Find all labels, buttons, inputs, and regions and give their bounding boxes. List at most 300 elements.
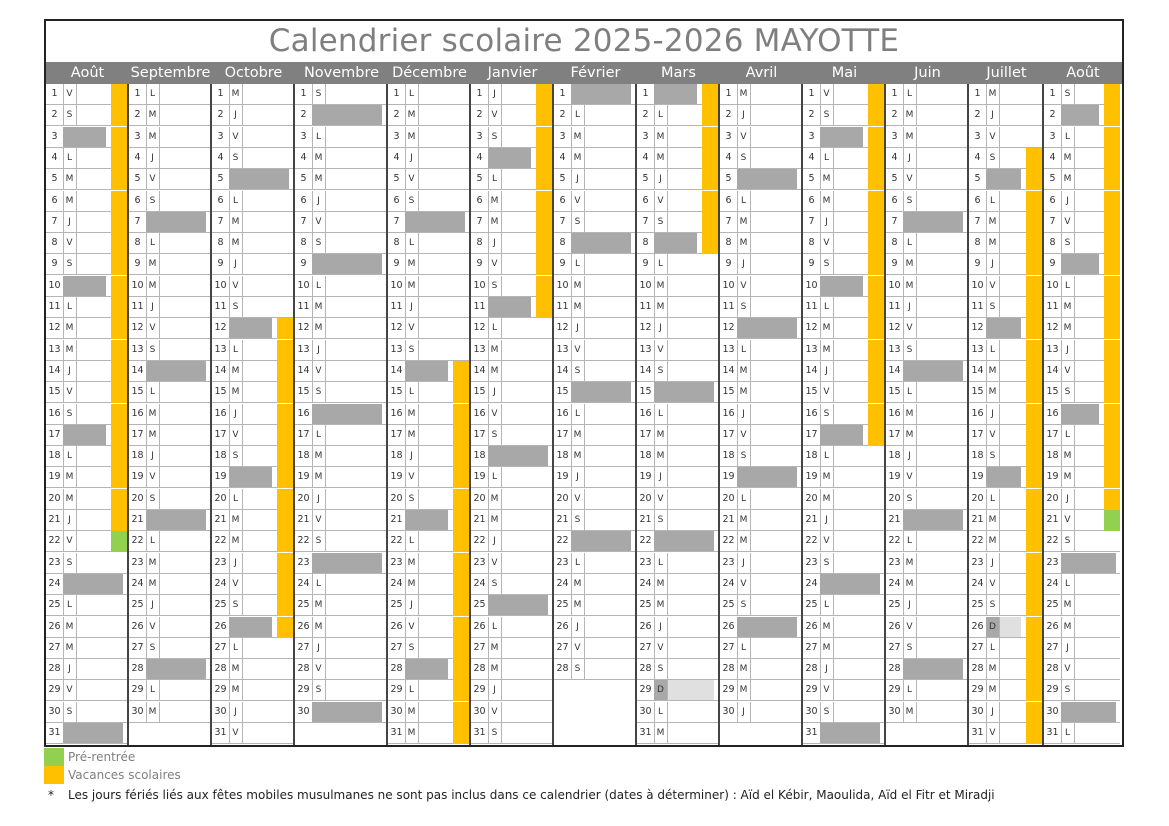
day-number: 17: [554, 425, 572, 445]
day-number: 27: [46, 638, 64, 658]
weekday-letter: M: [820, 467, 834, 487]
day-number: 12: [969, 318, 987, 338]
day-number: 4: [388, 148, 406, 168]
weekday-letter: S: [312, 680, 326, 700]
day-number: 7: [1044, 212, 1062, 232]
weekday-letter: V: [903, 318, 917, 338]
weekday-letter: M: [405, 553, 419, 573]
holiday-marker: [111, 510, 127, 531]
day-cell: [803, 446, 884, 467]
day-number: 29: [388, 680, 406, 700]
weekday-letter: J: [1061, 191, 1075, 211]
day-number: 10: [295, 276, 313, 296]
day-cell: [803, 169, 884, 190]
weekday-letter: M: [146, 105, 160, 125]
day-cell: [637, 340, 718, 361]
day-number: 16: [471, 404, 489, 424]
holiday-marker: [536, 297, 552, 318]
sunday-fill: [1062, 553, 1116, 573]
day-cell: [1044, 446, 1120, 467]
holiday-marker: [453, 425, 469, 446]
day-number: 30: [212, 702, 230, 722]
day-number: 3: [129, 127, 147, 147]
weekday-letter: S: [1061, 531, 1075, 551]
day-cell: [129, 297, 210, 318]
day-number: 17: [129, 425, 147, 445]
holiday-marker: [453, 510, 469, 531]
day-number: 14: [803, 361, 821, 381]
day-cell: [295, 276, 386, 297]
weekday-letter: V: [571, 340, 585, 360]
sunday-fill: [987, 318, 1021, 338]
day-number: 8: [129, 233, 147, 253]
day-cell: [637, 659, 718, 680]
day-number: 28: [46, 659, 64, 679]
weekday-letter: S: [312, 382, 326, 402]
weekday-letter: J: [986, 105, 1000, 125]
day-cell: [554, 148, 635, 169]
day-number: 18: [295, 446, 313, 466]
day-number: 7: [886, 212, 904, 232]
holiday-marker: [111, 254, 127, 275]
holiday-marker: [111, 446, 127, 467]
day-number: 2: [388, 105, 406, 125]
day-cell: [471, 446, 552, 467]
weekday-letter: S: [571, 659, 585, 679]
weekday-letter: L: [229, 191, 243, 211]
day-cell: [637, 297, 718, 318]
sunday-fill: [406, 361, 448, 381]
holiday-marker: [868, 382, 884, 403]
day-cell: [969, 297, 1042, 318]
day-number: 3: [295, 127, 313, 147]
day-cell: [969, 638, 1042, 659]
day-number: 9: [803, 254, 821, 274]
sunday-fill: [1062, 404, 1099, 424]
day-cell: [803, 191, 884, 212]
day-number: 10: [1044, 276, 1062, 296]
day-number: 23: [212, 553, 230, 573]
month-column: [886, 84, 969, 745]
day-cell: [1044, 276, 1120, 297]
day-cell: [212, 254, 293, 275]
holiday-marker: [111, 404, 127, 425]
holiday-marker: [277, 553, 293, 574]
weekday-letter: M: [229, 531, 243, 551]
day-cell: [212, 574, 293, 595]
weekday-letter: M: [903, 127, 917, 147]
day-number: 20: [388, 489, 406, 509]
day-number: 20: [295, 489, 313, 509]
sunday-fill: [738, 169, 797, 189]
sunday-fill: [821, 127, 863, 147]
sunday-fill: [313, 553, 382, 573]
day-number: 15: [803, 382, 821, 402]
day-number: 24: [554, 574, 572, 594]
sunday-fill: [655, 531, 714, 551]
day-number: 26: [720, 617, 738, 637]
holiday-marker: [536, 212, 552, 233]
weekday-letter: M: [737, 361, 751, 381]
day-number: 23: [803, 553, 821, 573]
weekday-letter: M: [903, 574, 917, 594]
day-number: 10: [803, 276, 821, 296]
day-cell: [554, 467, 635, 488]
holiday-marker: [1104, 169, 1120, 190]
day-number: 19: [969, 467, 987, 487]
weekday-letter: L: [903, 680, 917, 700]
day-cell: [1044, 105, 1120, 126]
weekday-letter: J: [571, 617, 585, 637]
day-number: 6: [129, 191, 147, 211]
day-number: 14: [637, 361, 655, 381]
weekday-letter: V: [146, 169, 160, 189]
day-number: 20: [471, 489, 489, 509]
day-cell: [212, 489, 293, 510]
holiday-marker: [868, 233, 884, 254]
weekday-letter: J: [488, 382, 502, 402]
day-cell: [129, 425, 210, 446]
day-number: 2: [803, 105, 821, 125]
day-number: 1: [46, 84, 64, 104]
day-cell: [969, 702, 1042, 723]
day-cell: [886, 297, 967, 318]
day-number: 21: [969, 510, 987, 530]
day-number: 26: [969, 617, 987, 637]
holiday-marker: [111, 105, 127, 126]
day-cell: [1044, 191, 1120, 212]
day-cell: [969, 489, 1042, 510]
weekday-letter: J: [654, 467, 668, 487]
day-number: 30: [886, 702, 904, 722]
day-cell: [295, 553, 386, 574]
day-number: 5: [803, 169, 821, 189]
weekday-letter: V: [488, 105, 502, 125]
weekday-letter: M: [903, 425, 917, 445]
day-cell: [720, 531, 801, 552]
holiday-marker: [1104, 340, 1120, 361]
day-cell: [554, 254, 635, 275]
day-cell: [886, 340, 967, 361]
weekday-letter: S: [654, 212, 668, 232]
sunday-fill: [64, 574, 123, 594]
day-cell: [471, 127, 552, 148]
day-number: 31: [803, 723, 821, 743]
weekday-letter: L: [654, 702, 668, 722]
weekday-letter: M: [654, 595, 668, 615]
holiday-marker: [1026, 446, 1042, 467]
holiday-marker: [868, 361, 884, 382]
holiday-marker: [1026, 233, 1042, 254]
holiday-marker: [1026, 467, 1042, 488]
day-cell: [554, 340, 635, 361]
day-cell: [1044, 595, 1120, 616]
sunday-fill: [572, 233, 631, 253]
day-cell: [388, 212, 469, 233]
holiday-marker: [1104, 212, 1120, 233]
day-number: 15: [471, 382, 489, 402]
day-cell: [46, 191, 127, 212]
day-cell: [803, 659, 884, 680]
day-cell: [1044, 254, 1120, 275]
sunday-fill: [147, 212, 206, 232]
weekday-letter: J: [229, 105, 243, 125]
day-cell: [803, 382, 884, 403]
weekday-letter: S: [737, 148, 751, 168]
weekday-letter: M: [903, 702, 917, 722]
day-cell: [295, 659, 386, 680]
weekday-letter: V: [488, 254, 502, 274]
weekday-letter: M: [229, 680, 243, 700]
day-cell: [295, 446, 386, 467]
day-number: 22: [46, 531, 64, 551]
holiday-marker: [453, 361, 469, 382]
day-cell: [554, 297, 635, 318]
weekday-letter: M: [312, 467, 326, 487]
day-number: 20: [554, 489, 572, 509]
day-cell: [720, 361, 801, 382]
weekday-letter: M: [737, 659, 751, 679]
day-cell: [212, 340, 293, 361]
day-number: 20: [886, 489, 904, 509]
holiday-marker: [1026, 574, 1042, 595]
weekday-letter: S: [820, 105, 834, 125]
holiday-marker: [1104, 148, 1120, 169]
day-cell: [637, 467, 718, 488]
day-number: 21: [471, 510, 489, 530]
day-cell: [637, 105, 718, 126]
day-cell: [388, 148, 469, 169]
day-cell: [720, 617, 801, 638]
month-name: Novembre: [303, 65, 380, 81]
weekday-letter: M: [488, 191, 502, 211]
weekday-letter: J: [312, 638, 326, 658]
day-number: 4: [212, 148, 230, 168]
day-cell: [212, 446, 293, 467]
day-number: 28: [803, 659, 821, 679]
day-cell: [803, 553, 884, 574]
day-cell: [295, 489, 386, 510]
day-cell: [471, 595, 552, 616]
weekday-letter: M: [571, 148, 585, 168]
day-cell: [886, 446, 967, 467]
weekday-letter: S: [654, 361, 668, 381]
day-cell: [388, 297, 469, 318]
day-cell: [212, 702, 293, 723]
day-number: 17: [471, 425, 489, 445]
holiday-marker: [453, 467, 469, 488]
day-number: 30: [637, 702, 655, 722]
holiday-marker: [868, 191, 884, 212]
day-number: 29: [212, 680, 230, 700]
day-number: 19: [212, 467, 230, 487]
day-cell: [46, 553, 127, 574]
day-cell: [803, 489, 884, 510]
day-number: 20: [637, 489, 655, 509]
holiday-marker: [1026, 148, 1042, 169]
holiday-marker: [453, 553, 469, 574]
day-number: 9: [720, 254, 738, 274]
day-cell: [129, 595, 210, 616]
day-cell: [1044, 659, 1120, 680]
holiday-marker: [277, 617, 293, 638]
holiday-marker: [277, 595, 293, 616]
weekday-letter: S: [737, 446, 751, 466]
day-cell: [388, 489, 469, 510]
day-cell: [1044, 404, 1120, 425]
weekday-letter: V: [146, 318, 160, 338]
day-number: 2: [720, 105, 738, 125]
day-cell: [1044, 638, 1120, 659]
day-number: 19: [388, 467, 406, 487]
month-name: Août: [70, 65, 105, 81]
day-cell: [554, 659, 635, 680]
day-number: 22: [388, 531, 406, 551]
day-number: 18: [129, 446, 147, 466]
holiday-marker: [1104, 127, 1120, 148]
holiday-marker: [536, 191, 552, 212]
weekday-letter: M: [986, 212, 1000, 232]
day-number: 5: [129, 169, 147, 189]
weekday-letter: V: [229, 723, 243, 743]
weekday-letter: M: [405, 404, 419, 424]
sunday-fill: [313, 702, 382, 722]
weekday-letter: J: [654, 169, 668, 189]
day-number: 8: [295, 233, 313, 253]
holiday-marker: [868, 404, 884, 425]
day-cell: [129, 169, 210, 190]
weekday-letter: M: [1061, 467, 1075, 487]
weekday-letter: J: [146, 446, 160, 466]
day-number: 9: [554, 254, 572, 274]
holiday-marker: [111, 467, 127, 488]
day-number: 6: [803, 191, 821, 211]
day-number: 12: [129, 318, 147, 338]
weekday-letter: V: [229, 574, 243, 594]
day-cell: [803, 297, 884, 318]
day-number: 30: [129, 702, 147, 722]
day-cell: [1044, 340, 1120, 361]
day-cell: [471, 680, 552, 701]
day-number: 4: [46, 148, 64, 168]
day-cell: [886, 638, 967, 659]
day-number: 8: [637, 233, 655, 253]
day-cell: [295, 595, 386, 616]
holiday-marker: [868, 105, 884, 126]
weekday-letter: L: [312, 574, 326, 594]
day-cell: [212, 297, 293, 318]
weekday-letter: S: [146, 489, 160, 509]
weekday-letter: V: [63, 531, 77, 551]
sunday-fill: [987, 169, 1021, 189]
weekday-letter: M: [488, 489, 502, 509]
day-number: 26: [803, 617, 821, 637]
holiday-marker: [277, 446, 293, 467]
weekday-letter: V: [312, 510, 326, 530]
day-number: 9: [886, 254, 904, 274]
day-number: 15: [388, 382, 406, 402]
holiday-marker: [1104, 297, 1120, 318]
day-cell: [471, 169, 552, 190]
day-number: 31: [637, 723, 655, 743]
day-cell: [886, 361, 967, 382]
weekday-letter: M: [405, 105, 419, 125]
day-number: 10: [388, 276, 406, 296]
day-number: 14: [129, 361, 147, 381]
weekday-letter: J: [405, 595, 419, 615]
day-cell: [46, 254, 127, 275]
day-number: 14: [212, 361, 230, 381]
weekday-letter: M: [820, 489, 834, 509]
sunday-fill: [987, 467, 1021, 487]
day-cell: [388, 382, 469, 403]
day-cell: [803, 148, 884, 169]
holiday-marker: [111, 169, 127, 190]
day-number: 30: [295, 702, 313, 722]
day-cell: [720, 84, 801, 105]
weekday-letter: J: [654, 318, 668, 338]
day-number: 23: [886, 553, 904, 573]
day-cell: [295, 297, 386, 318]
day-number: 2: [886, 105, 904, 125]
day-number: 14: [471, 361, 489, 381]
weekday-letter: J: [571, 467, 585, 487]
weekday-letter: V: [229, 127, 243, 147]
weekday-letter: J: [986, 702, 1000, 722]
weekday-letter: M: [229, 233, 243, 253]
weekday-letter: M: [654, 574, 668, 594]
day-cell: [295, 425, 386, 446]
weekday-letter: L: [820, 595, 834, 615]
day-cell: [471, 84, 552, 105]
weekday-letter: M: [986, 680, 1000, 700]
weekday-letter: L: [488, 169, 502, 189]
month-name: Janvier: [487, 65, 538, 81]
weekday-letter: L: [820, 297, 834, 317]
day-number: 13: [295, 340, 313, 360]
day-cell: [388, 340, 469, 361]
day-number: 11: [212, 297, 230, 317]
holiday-marker: [1026, 659, 1042, 680]
day-cell: [637, 510, 718, 531]
weekday-letter: J: [146, 595, 160, 615]
day-cell: [1044, 127, 1120, 148]
weekday-letter: S: [63, 254, 77, 274]
day-cell: [295, 617, 386, 638]
weekday-letter: M: [820, 318, 834, 338]
sunday-fill: [821, 425, 863, 445]
day-cell: [212, 680, 293, 701]
weekday-letter: S: [312, 233, 326, 253]
day-number: 21: [886, 510, 904, 530]
holiday-marker: [868, 212, 884, 233]
day-number: 15: [46, 382, 64, 402]
month-name: Octobre: [224, 65, 283, 81]
day-number: 1: [295, 84, 313, 104]
day-cell: [637, 84, 718, 105]
day-cell: [720, 404, 801, 425]
day-number: 28: [554, 659, 572, 679]
day-number: 22: [720, 531, 738, 551]
day-cell: [720, 212, 801, 233]
day-number: 22: [471, 531, 489, 551]
day-cell: [212, 148, 293, 169]
weekday-letter: S: [1061, 382, 1075, 402]
day-number: 21: [46, 510, 64, 530]
weekday-letter: M: [1061, 617, 1075, 637]
day-number: 2: [212, 105, 230, 125]
sunday-fill: [655, 382, 714, 402]
